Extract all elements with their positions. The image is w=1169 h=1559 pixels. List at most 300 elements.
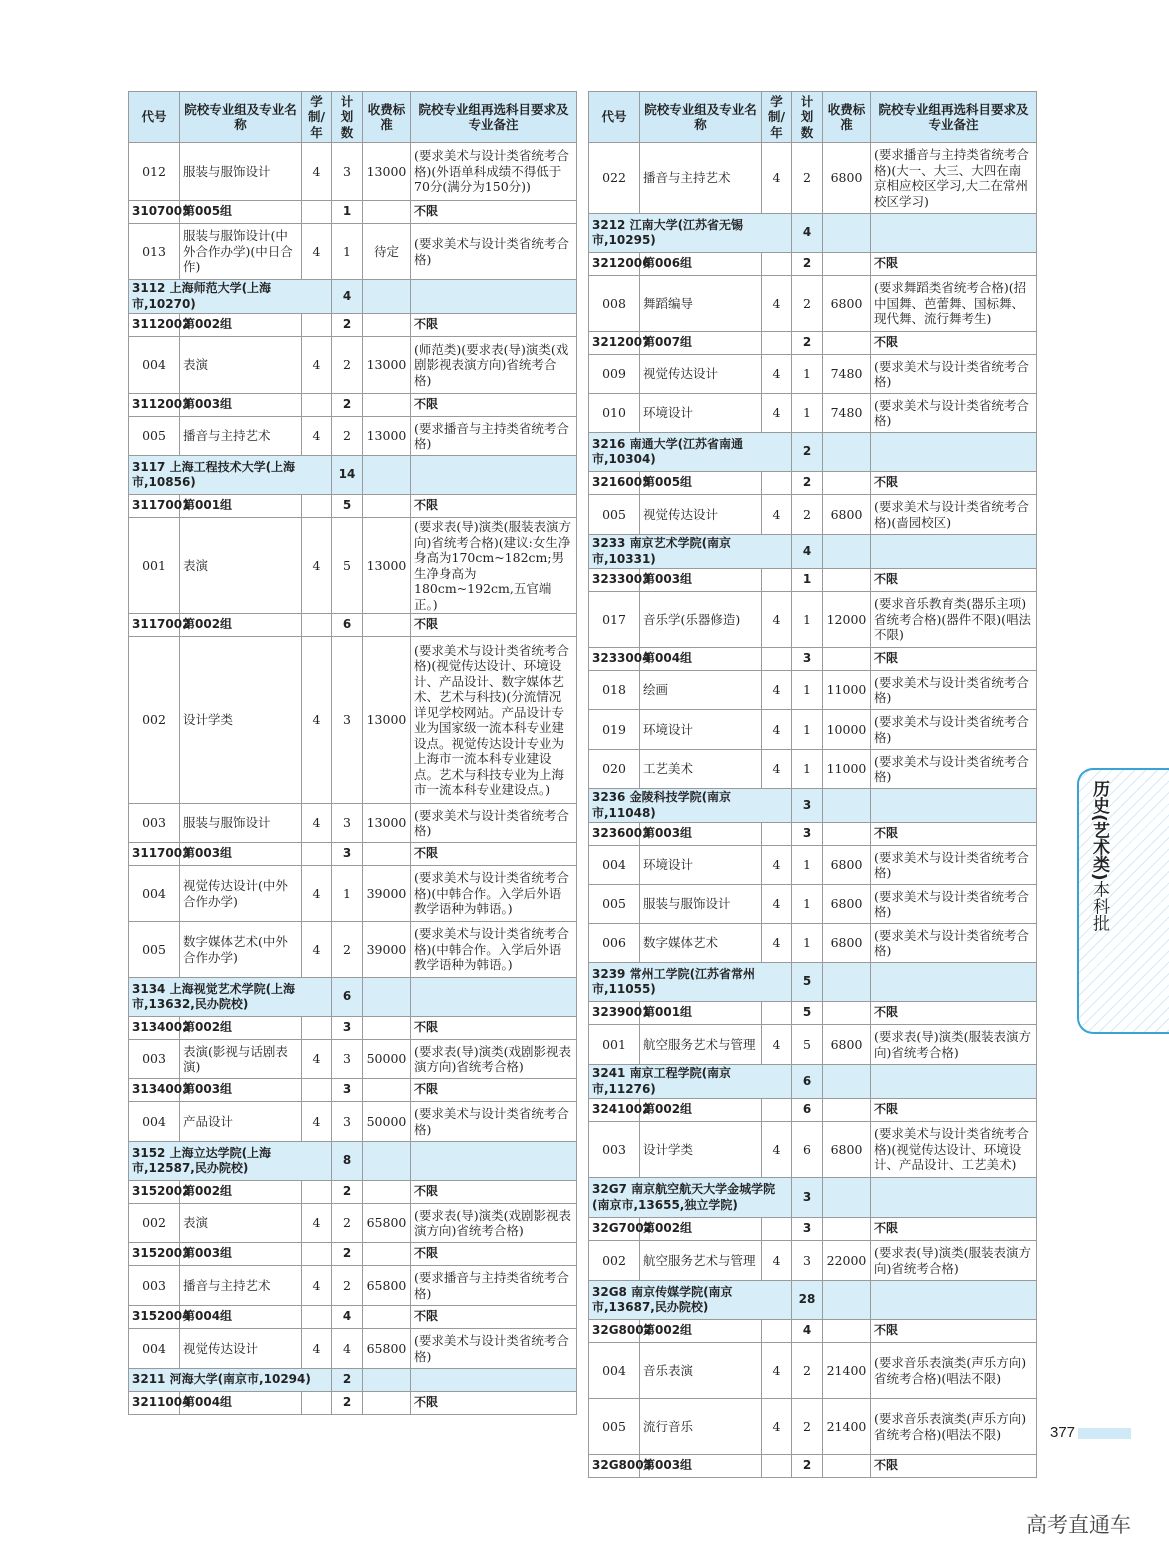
major-years: 4 bbox=[762, 355, 792, 394]
school-plan: 4 bbox=[792, 214, 823, 253]
empty-cell bbox=[363, 1392, 411, 1415]
major-code: 001 bbox=[129, 518, 180, 614]
major-name: 环境设计 bbox=[640, 710, 762, 750]
major-row bbox=[129, 1329, 577, 1369]
school-row bbox=[129, 1369, 577, 1392]
major-name: 表演 bbox=[180, 1204, 302, 1243]
major-name: 表演 bbox=[180, 337, 302, 394]
major-plan: 2 bbox=[792, 495, 823, 535]
major-name: 设计学类 bbox=[180, 637, 302, 804]
empty-cell bbox=[302, 201, 332, 224]
group-code: 3211004 bbox=[129, 1392, 180, 1415]
group-name: 第004组 bbox=[180, 1392, 302, 1415]
empty-cell bbox=[363, 1142, 411, 1181]
school-plan: 6 bbox=[792, 1065, 823, 1099]
empty-cell bbox=[302, 1392, 332, 1415]
major-plan: 3 bbox=[332, 637, 363, 804]
major-note: (师范类)(要求表(导)演类(戏剧影视表演方向)省统考合格) bbox=[411, 337, 577, 394]
group-row bbox=[589, 1099, 1037, 1122]
group-code: 32G8002 bbox=[589, 1320, 640, 1343]
group-row bbox=[129, 1017, 577, 1040]
major-code: 012 bbox=[129, 143, 180, 201]
group-note: 不限 bbox=[411, 614, 577, 637]
major-years: 4 bbox=[302, 143, 332, 201]
group-row bbox=[129, 614, 577, 637]
major-code: 005 bbox=[589, 495, 640, 535]
major-plan: 4 bbox=[332, 1329, 363, 1369]
major-plan: 1 bbox=[792, 846, 823, 885]
major-fee: 7480 bbox=[823, 355, 871, 394]
group-plan: 3 bbox=[332, 1079, 363, 1102]
major-years: 4 bbox=[302, 1266, 332, 1306]
header-code: 代号 bbox=[589, 92, 640, 143]
empty-cell bbox=[823, 823, 871, 846]
major-fee: 13000 bbox=[363, 337, 411, 394]
empty-cell bbox=[871, 789, 1037, 823]
empty-cell bbox=[823, 648, 871, 671]
major-code: 017 bbox=[589, 592, 640, 648]
major-name: 音乐学(乐器修造) bbox=[640, 592, 762, 648]
empty-cell bbox=[302, 394, 332, 417]
group-plan: 2 bbox=[792, 253, 823, 276]
major-name: 服装与服饰设计 bbox=[180, 804, 302, 843]
major-fee: 7480 bbox=[823, 394, 871, 433]
major-note: (要求美术与设计类省统考合格)(外语单科成绩不得低于70分(满分为150分)) bbox=[411, 143, 577, 201]
empty-cell bbox=[411, 280, 577, 314]
group-plan: 2 bbox=[332, 1181, 363, 1204]
major-code: 019 bbox=[589, 710, 640, 750]
empty-cell bbox=[762, 648, 792, 671]
group-name: 第007组 bbox=[640, 332, 762, 355]
header-code: 代号 bbox=[129, 92, 180, 143]
school-row bbox=[129, 978, 577, 1017]
group-plan: 2 bbox=[792, 472, 823, 495]
group-code: 3107005 bbox=[129, 201, 180, 224]
group-note: 不限 bbox=[411, 1392, 577, 1415]
major-plan: 5 bbox=[792, 1025, 823, 1065]
group-name: 第002组 bbox=[180, 314, 302, 337]
major-code: 004 bbox=[129, 1329, 180, 1369]
school-row bbox=[589, 789, 1037, 823]
major-code: 010 bbox=[589, 394, 640, 433]
major-note: (要求美术与设计类省统考合格) bbox=[871, 710, 1037, 750]
empty-cell bbox=[302, 1181, 332, 1204]
empty-cell bbox=[823, 1281, 871, 1320]
major-years: 4 bbox=[302, 337, 332, 394]
school-name: 3216 南通大学(江苏省南通市,10304) bbox=[589, 433, 792, 472]
major-name: 服装与服饰设计 bbox=[180, 143, 302, 201]
major-name: 航空服务艺术与管理 bbox=[640, 1241, 762, 1281]
major-fee: 6800 bbox=[823, 1025, 871, 1065]
major-code: 018 bbox=[589, 671, 640, 710]
group-row bbox=[129, 1243, 577, 1266]
group-row bbox=[129, 1079, 577, 1102]
group-code: 3117003 bbox=[129, 843, 180, 866]
major-row bbox=[589, 592, 1037, 648]
group-code: 3152004 bbox=[129, 1306, 180, 1329]
school-row bbox=[589, 535, 1037, 569]
major-note: (要求美术与设计类省统考合格) bbox=[871, 885, 1037, 924]
school-plan: 8 bbox=[332, 1142, 363, 1181]
major-row bbox=[129, 1040, 577, 1079]
major-plan: 2 bbox=[792, 1399, 823, 1455]
group-plan: 5 bbox=[332, 495, 363, 518]
group-name: 第003组 bbox=[640, 569, 762, 592]
school-plan: 14 bbox=[332, 456, 363, 495]
major-code: 004 bbox=[129, 1102, 180, 1142]
group-plan: 6 bbox=[792, 1099, 823, 1122]
empty-cell bbox=[871, 963, 1037, 1002]
group-name: 第001组 bbox=[640, 1002, 762, 1025]
group-note: 不限 bbox=[411, 314, 577, 337]
group-name: 第003组 bbox=[640, 1455, 762, 1478]
major-name: 设计学类 bbox=[640, 1122, 762, 1178]
major-note: (要求音乐表演类(声乐方向)省统考合格)(唱法不限) bbox=[871, 1343, 1037, 1399]
major-name: 环境设计 bbox=[640, 846, 762, 885]
group-code: 3134003 bbox=[129, 1079, 180, 1102]
major-plan: 2 bbox=[792, 276, 823, 332]
group-row bbox=[129, 1392, 577, 1415]
header-fee: 收费标准 bbox=[823, 92, 871, 143]
major-row bbox=[129, 804, 577, 843]
group-note: 不限 bbox=[871, 1099, 1037, 1122]
empty-cell bbox=[363, 1181, 411, 1204]
group-note: 不限 bbox=[871, 1320, 1037, 1343]
major-code: 003 bbox=[129, 804, 180, 843]
major-plan: 1 bbox=[792, 750, 823, 789]
admission-table-left bbox=[128, 91, 577, 1415]
major-note: (要求美术与设计类省统考合格) bbox=[871, 355, 1037, 394]
major-fee: 13000 bbox=[363, 143, 411, 201]
major-row bbox=[589, 1399, 1037, 1455]
major-years: 4 bbox=[762, 1122, 792, 1178]
major-code: 001 bbox=[589, 1025, 640, 1065]
major-plan: 3 bbox=[332, 1040, 363, 1079]
major-row bbox=[129, 518, 577, 614]
major-name: 数字媒体艺术(中外合作办学) bbox=[180, 922, 302, 978]
major-row bbox=[589, 143, 1037, 214]
group-note: 不限 bbox=[871, 332, 1037, 355]
major-fee: 13000 bbox=[363, 518, 411, 614]
empty-cell bbox=[871, 1178, 1037, 1218]
school-name: 3134 上海视觉艺术学院(上海市,13632,民办院校) bbox=[129, 978, 332, 1017]
group-note: 不限 bbox=[871, 823, 1037, 846]
school-plan: 2 bbox=[332, 1369, 363, 1392]
group-plan: 5 bbox=[792, 1002, 823, 1025]
major-note: (要求美术与设计类省统考合格) bbox=[411, 1102, 577, 1142]
major-code: 022 bbox=[589, 143, 640, 214]
major-years: 4 bbox=[762, 1343, 792, 1399]
major-plan: 1 bbox=[792, 710, 823, 750]
group-row bbox=[129, 201, 577, 224]
group-code: 3233003 bbox=[589, 569, 640, 592]
group-note: 不限 bbox=[411, 495, 577, 518]
major-years: 4 bbox=[762, 846, 792, 885]
major-note: (要求表(导)演类(服装表演方向)省统考合格) bbox=[871, 1241, 1037, 1281]
empty-cell bbox=[363, 1306, 411, 1329]
major-years: 4 bbox=[302, 417, 332, 456]
major-years: 4 bbox=[302, 637, 332, 804]
group-row bbox=[589, 1455, 1037, 1478]
major-code: 008 bbox=[589, 276, 640, 332]
major-name: 服装与服饰设计(中外合作办学)(中日合作) bbox=[180, 224, 302, 280]
major-note: (要求音乐表演类(声乐方向)省统考合格)(唱法不限) bbox=[871, 1399, 1037, 1455]
group-plan: 2 bbox=[792, 1455, 823, 1478]
empty-cell bbox=[762, 1218, 792, 1241]
empty-cell bbox=[823, 535, 871, 569]
group-code: 32G7002 bbox=[589, 1218, 640, 1241]
major-code: 004 bbox=[589, 1343, 640, 1399]
group-code: 3152003 bbox=[129, 1243, 180, 1266]
empty-cell bbox=[871, 433, 1037, 472]
major-years: 4 bbox=[302, 804, 332, 843]
group-code: 3112003 bbox=[129, 394, 180, 417]
major-note: (要求美术与设计类省统考合格) bbox=[871, 394, 1037, 433]
group-plan: 4 bbox=[792, 1320, 823, 1343]
major-note: (要求美术与设计类省统考合格)(中韩合作。入学后外语教学语种为韩语。) bbox=[411, 922, 577, 978]
major-note: (要求舞蹈类省统考合格)(招中国舞、芭蕾舞、国标舞、现代舞、流行舞考生) bbox=[871, 276, 1037, 332]
major-code: 004 bbox=[129, 866, 180, 922]
major-years: 4 bbox=[762, 750, 792, 789]
school-name: 32G7 南京航空航天大学金城学院(南京市,13655,独立学院) bbox=[589, 1178, 792, 1218]
major-name: 表演 bbox=[180, 518, 302, 614]
empty-cell bbox=[363, 614, 411, 637]
page-number: 377 bbox=[1050, 1424, 1076, 1441]
major-plan: 1 bbox=[332, 224, 363, 280]
major-code: 002 bbox=[589, 1241, 640, 1281]
school-row bbox=[589, 433, 1037, 472]
major-plan: 5 bbox=[332, 518, 363, 614]
major-row bbox=[129, 1204, 577, 1243]
group-name: 第002组 bbox=[180, 1017, 302, 1040]
group-name: 第004组 bbox=[640, 648, 762, 671]
group-name: 第004组 bbox=[180, 1306, 302, 1329]
empty-cell bbox=[302, 614, 332, 637]
major-fee: 10000 bbox=[823, 710, 871, 750]
header-years: 学制/年 bbox=[302, 92, 332, 143]
group-code: 3233004 bbox=[589, 648, 640, 671]
major-note: (要求美术与设计类省统考合格)(视觉传达设计、环境设计、产品设计、数字媒体艺术、艺术与科技)(分流情况详见学校网站。产品设计专业为国家级一流本科专业建设点。视觉传达设计专业为上海市一流本科专业建设点。艺术与科技专业为上海市一流本科专业建设点。) bbox=[411, 637, 577, 804]
empty-cell bbox=[411, 1369, 577, 1392]
side-tab-text bbox=[1085, 780, 1113, 932]
group-row bbox=[129, 394, 577, 417]
group-name: 第002组 bbox=[640, 1218, 762, 1241]
major-years: 4 bbox=[762, 276, 792, 332]
major-row bbox=[589, 846, 1037, 885]
major-plan: 3 bbox=[792, 1241, 823, 1281]
group-code: 3239001 bbox=[589, 1002, 640, 1025]
empty-cell bbox=[762, 332, 792, 355]
empty-cell bbox=[302, 1306, 332, 1329]
group-plan: 3 bbox=[792, 823, 823, 846]
empty-cell bbox=[762, 1099, 792, 1122]
group-code: 3117002 bbox=[129, 614, 180, 637]
major-years: 4 bbox=[762, 885, 792, 924]
school-plan: 4 bbox=[792, 535, 823, 569]
school-plan: 6 bbox=[332, 978, 363, 1017]
school-plan: 2 bbox=[792, 433, 823, 472]
major-years: 4 bbox=[762, 1241, 792, 1281]
empty-cell bbox=[363, 1369, 411, 1392]
major-code: 004 bbox=[589, 846, 640, 885]
major-years: 4 bbox=[762, 495, 792, 535]
major-name: 流行音乐 bbox=[640, 1399, 762, 1455]
major-note: (要求表(导)演类(服装表演方向)省统考合格)(建议:女生净身高为170cm~182cm;男生净身高为180cm~192cm,五官端正。) bbox=[411, 518, 577, 614]
school-name: 32G8 南京传媒学院(南京市,13687,民办院校) bbox=[589, 1281, 792, 1320]
group-row bbox=[129, 1181, 577, 1204]
admission-table-right bbox=[588, 91, 1037, 1478]
group-code: 3117001 bbox=[129, 495, 180, 518]
side-tab-batch: 本科批 bbox=[1089, 880, 1109, 932]
major-code: 002 bbox=[129, 1204, 180, 1243]
major-note: (要求美术与设计类省统考合格) bbox=[411, 224, 577, 280]
header-note: 院校专业组再选科目要求及专业备注 bbox=[411, 92, 577, 143]
group-plan: 3 bbox=[332, 1017, 363, 1040]
school-name: 3241 南京工程学院(南京市,11276) bbox=[589, 1065, 792, 1099]
group-row bbox=[589, 472, 1037, 495]
empty-cell bbox=[823, 253, 871, 276]
major-fee: 13000 bbox=[363, 637, 411, 804]
empty-cell bbox=[823, 1455, 871, 1478]
empty-cell bbox=[363, 1243, 411, 1266]
major-plan: 2 bbox=[332, 1266, 363, 1306]
major-fee: 65800 bbox=[363, 1329, 411, 1369]
school-plan: 3 bbox=[792, 789, 823, 823]
major-years: 4 bbox=[302, 224, 332, 280]
school-plan: 5 bbox=[792, 963, 823, 1002]
group-code: 3134002 bbox=[129, 1017, 180, 1040]
empty-cell bbox=[823, 332, 871, 355]
header-years: 学制/年 bbox=[762, 92, 792, 143]
empty-cell bbox=[302, 1079, 332, 1102]
major-code: 003 bbox=[589, 1122, 640, 1178]
group-name: 第006组 bbox=[640, 253, 762, 276]
major-row bbox=[129, 1266, 577, 1306]
empty-cell bbox=[411, 456, 577, 495]
major-fee: 13000 bbox=[363, 417, 411, 456]
major-name: 航空服务艺术与管理 bbox=[640, 1025, 762, 1065]
major-row bbox=[589, 394, 1037, 433]
group-plan: 3 bbox=[332, 843, 363, 866]
category-side-tab bbox=[1077, 768, 1169, 1034]
group-note: 不限 bbox=[411, 1017, 577, 1040]
watermark: 高考直通车 bbox=[1026, 1513, 1131, 1537]
major-fee: 6800 bbox=[823, 143, 871, 214]
major-note: (要求美术与设计类省统考合格) bbox=[871, 846, 1037, 885]
header-fee: 收费标准 bbox=[363, 92, 411, 143]
group-note: 不限 bbox=[411, 394, 577, 417]
empty-cell bbox=[871, 214, 1037, 253]
group-name: 第001组 bbox=[180, 495, 302, 518]
empty-cell bbox=[302, 495, 332, 518]
school-name: 3211 河海大学(南京市,10294) bbox=[129, 1369, 332, 1392]
group-plan: 2 bbox=[792, 332, 823, 355]
major-note: (要求美术与设计类省统考合格) bbox=[871, 750, 1037, 789]
header-name: 院校专业组及专业名称 bbox=[180, 92, 302, 143]
group-name: 第002组 bbox=[640, 1099, 762, 1122]
major-plan: 1 bbox=[792, 671, 823, 710]
major-years: 4 bbox=[762, 924, 792, 963]
major-row bbox=[589, 495, 1037, 535]
major-row bbox=[589, 1343, 1037, 1399]
school-row bbox=[589, 214, 1037, 253]
major-fee: 12000 bbox=[823, 592, 871, 648]
school-row bbox=[589, 963, 1037, 1002]
major-name: 视觉传达设计 bbox=[640, 495, 762, 535]
major-name: 工艺美术 bbox=[640, 750, 762, 789]
group-plan: 2 bbox=[332, 394, 363, 417]
empty-cell bbox=[762, 472, 792, 495]
major-code: 003 bbox=[129, 1266, 180, 1306]
major-note: (要求音乐教育类(器乐主项)省统考合格)(器件不限)(唱法不限) bbox=[871, 592, 1037, 648]
major-years: 4 bbox=[302, 866, 332, 922]
major-plan: 1 bbox=[792, 924, 823, 963]
major-row bbox=[589, 1241, 1037, 1281]
group-plan: 1 bbox=[792, 569, 823, 592]
major-name: 产品设计 bbox=[180, 1102, 302, 1142]
empty-cell bbox=[823, 1218, 871, 1241]
school-row bbox=[589, 1178, 1037, 1218]
major-years: 4 bbox=[302, 1040, 332, 1079]
major-plan: 2 bbox=[332, 1204, 363, 1243]
major-fee: 13000 bbox=[363, 804, 411, 843]
school-row bbox=[129, 280, 577, 314]
major-name: 表演(影视与话剧表演) bbox=[180, 1040, 302, 1079]
major-row bbox=[589, 1025, 1037, 1065]
major-years: 4 bbox=[762, 394, 792, 433]
group-note: 不限 bbox=[871, 253, 1037, 276]
major-name: 视觉传达设计 bbox=[180, 1329, 302, 1369]
major-name: 播音与主持艺术 bbox=[640, 143, 762, 214]
group-name: 第003组 bbox=[180, 843, 302, 866]
major-years: 4 bbox=[762, 710, 792, 750]
group-row bbox=[589, 823, 1037, 846]
empty-cell bbox=[823, 472, 871, 495]
empty-cell bbox=[871, 535, 1037, 569]
major-row bbox=[129, 224, 577, 280]
major-years: 4 bbox=[302, 1329, 332, 1369]
major-note: (要求美术与设计类省统考合格) bbox=[871, 924, 1037, 963]
major-name: 视觉传达设计(中外合作办学) bbox=[180, 866, 302, 922]
major-code: 003 bbox=[129, 1040, 180, 1079]
major-note: (要求播音与主持类省统考合格) bbox=[411, 1266, 577, 1306]
major-code: 006 bbox=[589, 924, 640, 963]
major-name: 服装与服饰设计 bbox=[640, 885, 762, 924]
major-row bbox=[589, 750, 1037, 789]
major-name: 视觉传达设计 bbox=[640, 355, 762, 394]
empty-cell bbox=[363, 843, 411, 866]
major-plan: 2 bbox=[792, 143, 823, 214]
empty-cell bbox=[363, 280, 411, 314]
empty-cell bbox=[363, 1017, 411, 1040]
empty-cell bbox=[762, 1002, 792, 1025]
group-name: 第005组 bbox=[640, 472, 762, 495]
major-name: 音乐表演 bbox=[640, 1343, 762, 1399]
major-plan: 2 bbox=[332, 417, 363, 456]
empty-cell bbox=[823, 789, 871, 823]
major-fee: 65800 bbox=[363, 1204, 411, 1243]
empty-cell bbox=[363, 394, 411, 417]
empty-cell bbox=[823, 963, 871, 1002]
empty-cell bbox=[363, 978, 411, 1017]
group-row bbox=[589, 253, 1037, 276]
major-fee: 39000 bbox=[363, 866, 411, 922]
empty-cell bbox=[363, 201, 411, 224]
empty-cell bbox=[823, 1320, 871, 1343]
major-name: 播音与主持艺术 bbox=[180, 417, 302, 456]
major-row bbox=[589, 671, 1037, 710]
group-row bbox=[129, 1306, 577, 1329]
